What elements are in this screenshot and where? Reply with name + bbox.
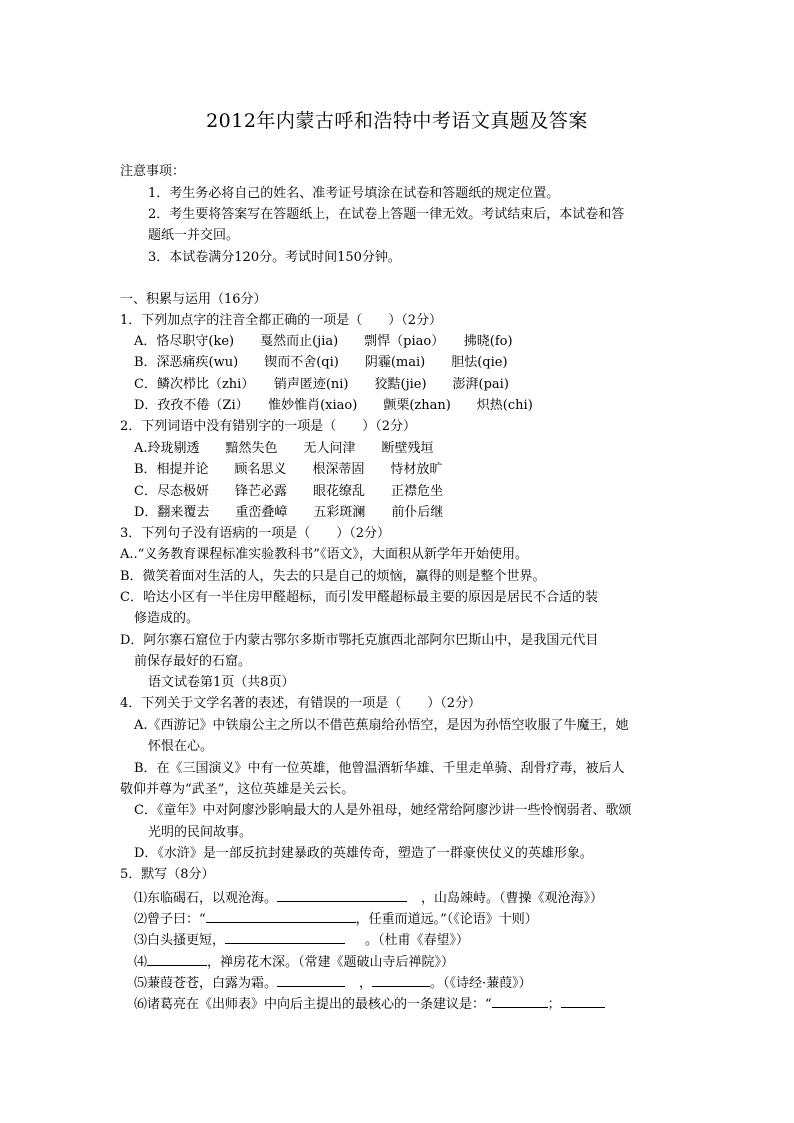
- q4-option-a: A.《西游记》中铁扇公主之所以不借芭蕉扇给孙悟空，是因为孙悟空收服了牛魔王，她: [134, 718, 629, 733]
- q5-item-3: [134, 931, 469, 949]
- q3-stem: 3．下列句子没有语病的一项是（ ）（2分）: [120, 526, 391, 541]
- answer-blank[interactable]: [147, 953, 207, 966]
- notice-heading: 注意事项：: [120, 164, 186, 179]
- q4-stem: 4．下列关于文学名著的表述，有错误的一项是（ ）（2分）: [120, 696, 482, 711]
- q4-option-c-cont: 光明的民间故事。: [148, 825, 253, 840]
- q5-item-4-pre: ⑷: [134, 955, 148, 970]
- notice-item-3: 3．本试卷满分120分。考试时间150分钟。: [148, 250, 401, 265]
- q5-item-3-post: 。（杜甫《春望》）: [365, 933, 470, 948]
- answer-blank[interactable]: [206, 910, 356, 923]
- answer-blank[interactable]: [372, 974, 430, 987]
- q4-option-d: D．《水浒》是一部反抗封建暴政的英雄传奇，塑造了一群豪侠仗义的英雄形象。: [134, 846, 593, 861]
- q2-option-a: A.玲珑剔透 黯然失色 无人问津 断壁残垣: [134, 441, 434, 456]
- q5-item-3-pre: ⑶白头搔更短，: [134, 933, 226, 948]
- answer-blank[interactable]: [561, 995, 605, 1008]
- answer-blank[interactable]: [492, 995, 548, 1008]
- answer-blank[interactable]: [277, 889, 407, 902]
- q5-item-4: [134, 953, 454, 971]
- q1-option-a: A．恪尽职守(ke) 戛然而止(jia) 剽悍（piao） 拂晓(fo): [134, 334, 513, 349]
- q4-option-a-cont: 怀恨在心。: [148, 739, 214, 754]
- q3-option-d-cont: 前保存最好的石窟。: [134, 654, 252, 669]
- q1-option-b: B．深恶痛疾(wu) 锲而不舍(qi) 阴霾(mai) 胆怯(qie): [134, 355, 508, 370]
- q5-item-2-post: ，任重而道远。”（《论语》十则）: [355, 912, 538, 927]
- q5-item-6-pre: ⑹诸葛亮在《出师表》中向后主提出的最核心的一条建议是：“: [134, 997, 492, 1012]
- q2-option-d: D．翻来覆去 重峦叠嶂 五彩斑澜 前仆后继: [134, 505, 444, 520]
- q4-option-b-cont: 敬仰并尊为“武圣”，这位英雄是关云长。: [120, 782, 355, 797]
- page-title: 2012年内蒙古呼和浩特中考语文真题及答案: [206, 110, 588, 132]
- answer-blank[interactable]: [225, 931, 345, 944]
- q4-option-c: C．《童年》中对阿廖沙影响最大的人是外祖母，她经常给阿廖沙讲一些怜悯弱者、歌颂: [134, 803, 632, 818]
- answer-blank[interactable]: [277, 974, 345, 987]
- notice-item-2: 2．考生要将答案写在答题纸上，在试卷上答题一律无效。考试结束后，本试卷和答: [148, 207, 625, 222]
- q1-stem: 1．下列加点字的注音全都正确的一项是（ ）（2分）: [120, 313, 443, 328]
- q5-item-4-post: ，禅房花木深。（常建《题破山寺后禅院》）: [207, 955, 455, 970]
- q5-item-6: [134, 995, 605, 1013]
- notice-item-2-cont: 题纸一并交回。: [148, 228, 240, 243]
- q5-item-1: [134, 889, 603, 907]
- q3-option-c-cont: 修造成的。: [134, 611, 200, 626]
- q5-item-2-pre: ⑵曾子曰：“: [134, 912, 206, 927]
- q5-item-2: [134, 910, 538, 928]
- q5-item-1-post: ，山岛竦峙。（曹操《观沧海》）: [421, 891, 604, 906]
- q5-item-5-post: 。（《诗经·蒹葭》）: [430, 976, 532, 991]
- q1-option-c: C．鳞次栉比（zhi） 销声匿迹(ni) 狡黠(jie) 澎湃(pai): [134, 377, 509, 392]
- q2-stem: 2．下列词语中没有错别字的一项是（ ）（2分）: [120, 419, 417, 434]
- q3-option-c: C．哈达小区有一半住房甲醛超标，而引发甲醛超标最主要的原因是居民不合适的装: [120, 590, 598, 605]
- q4-option-b: B．在《三国演义》中有一位英雄，他曾温酒斩华雄、千里走单骑、刮骨疗毒，被后人: [134, 761, 625, 776]
- q2-option-c: C．尽态极妍 锋芒必露 眼花缭乱 正襟危坐: [134, 484, 443, 499]
- q2-option-b: B．相提并论 顾名思义 根深蒂固 恃材放旷: [134, 462, 443, 477]
- notice-item-1: 1．考生务必将自己的姓名、准考证号填涂在试卷和答题纸的规定位置。: [148, 186, 560, 201]
- section-heading-1: 一、积累与运用（16分）: [120, 292, 267, 307]
- q5-stem: 5．默写（8分）: [120, 867, 215, 882]
- q3-option-a: A..“义务教育课程标准实验教科书”《语文》，大面积从新学年开始使用。: [120, 547, 528, 562]
- q3-option-d: D．阿尔寨石窟位于内蒙古鄂尔多斯市鄂托克旗西北部阿尔巴斯山中，是我国元代目: [120, 633, 599, 648]
- q5-item-5: ⑸蒹葭苍苍，白露为霜。 ， 。（《诗经·蒹葭》）: [134, 976, 532, 991]
- page-footer: 语文试卷第1页（共8页）: [148, 675, 295, 690]
- q1-option-d: D．孜孜不倦（Zi） 惟妙惟肖(xiao) 颤栗(zhan) 炽热(chi): [134, 398, 533, 413]
- q5-item-5-pre: ⑸蒹葭苍苍，白露为霜。: [134, 976, 278, 991]
- q5-item-6-post: ；: [547, 997, 561, 1012]
- q3-option-b: B．微笑着面对生活的人，失去的只是自己的烦恼，赢得的则是整个世界。: [120, 569, 546, 584]
- q5-item-1-pre: ⑴东临碣石，以观沧海。: [134, 891, 278, 906]
